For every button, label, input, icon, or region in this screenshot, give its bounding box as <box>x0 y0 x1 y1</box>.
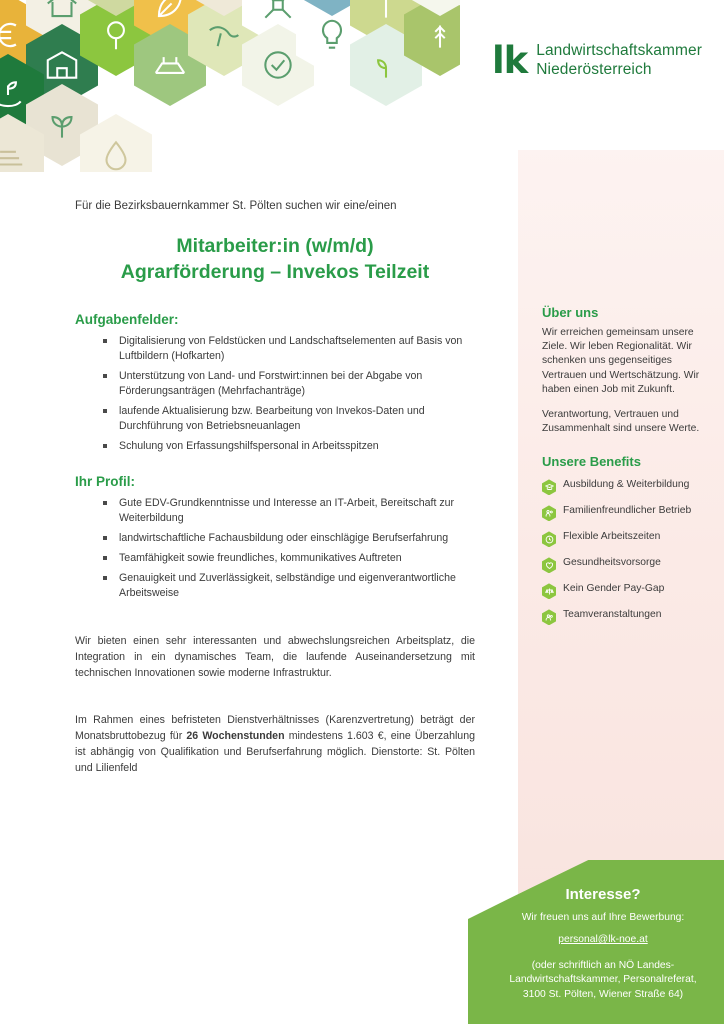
job-title-line-1: Mitarbeiter:in (w/m/d) <box>176 235 374 257</box>
field-icon <box>151 46 189 84</box>
benefit-item <box>542 478 702 495</box>
profile-heading: Ihr Profil: <box>75 474 135 490</box>
list-item: Unterstützung von Land- und Forstwirt:innen bei der Abgabe von Förderungsanträgen (Mehrfachanträge) <box>103 369 475 399</box>
main-content <box>75 200 475 794</box>
page-title <box>75 234 475 286</box>
drone-icon <box>259 0 297 24</box>
benefit-label: Flexible Arbeitszeiten <box>563 531 661 543</box>
list-item: landwirtschaftliche Fachausbildung oder einschlägige Berufserfahrung <box>103 531 475 546</box>
euro-icon <box>0 16 27 54</box>
lk-logo <box>491 39 702 82</box>
benefit-label: Gesundheitsvorsorge <box>563 557 661 569</box>
job-title-line-2: Agrarförderung – Invekos Teilzeit <box>120 260 430 283</box>
benefit-label: Teamveranstaltungen <box>563 609 662 621</box>
salary-text-part-1: Im Rahmen eines befristeten Dienstverhältnisses (Karenzvertretung) beträgt der Monatsbruttobezug für <box>75 713 475 742</box>
hand-plant-icon <box>0 76 27 114</box>
intro-text: Für die Bezirksbauernkammer St. Pölten suchen wir eine/einen <box>75 200 397 212</box>
barn-icon <box>43 46 81 84</box>
clock-icon <box>542 531 556 547</box>
offer-paragraph: Wir bieten einen sehr interessanten und abwechslungsreichen Arbeitsplatz, die Integration in ein dynamisches Team, die laufende Auseinandersetzung mit technischen Innovationen sowie moderne Infrastruktur. <box>75 635 475 680</box>
list-item: Digitalisierung von Feldstücken und Landschaftselementen auf Basis von Luftbildern (Hofkarten) <box>103 334 475 364</box>
hexagon-banner <box>0 0 460 172</box>
tree-icon <box>97 16 135 54</box>
sidebar <box>542 305 702 634</box>
list-item: Genauigkeit und Zuverlässigkeit, selbständige und eigenverantwortliche Arbeitsweise <box>103 571 475 601</box>
benefit-label: Ausbildung & Weiterbildung <box>563 479 690 491</box>
family-icon <box>542 505 556 521</box>
benefit-item <box>542 608 702 625</box>
tasks-list <box>75 334 475 454</box>
sprout-icon <box>367 46 405 84</box>
list-item: laufende Aktualisierung bzw. Bearbeitung von Invekos-Daten und Durchführung von Betriebsneuanlagen <box>103 404 475 434</box>
heart-icon <box>542 557 556 573</box>
footer-heading: Interesse? <box>565 886 641 903</box>
benefit-item <box>542 582 702 599</box>
house-icon <box>43 0 81 24</box>
tasks-heading: Aufgabenfelder: <box>75 311 179 327</box>
bird-icon <box>205 16 243 54</box>
benefits-heading: Unsere Benefits <box>542 454 641 470</box>
profile-list <box>75 496 475 601</box>
email-link[interactable]: personal@lk-noe.at <box>558 934 648 946</box>
graduation-icon <box>542 479 556 495</box>
list-item: Gute EDV-Grundkenntnisse und Interesse an IT-Arbeit, Bereitschaft zur Weiterbildung <box>103 496 475 526</box>
logo-line-2: Niederösterreich <box>536 60 652 78</box>
list-item: Schulung von Erfassungshilfspersonal in Arbeitsspitzen <box>103 439 475 454</box>
benefit-item <box>542 556 702 573</box>
logo-mark: lk <box>491 39 528 82</box>
footer-line-1: Wir freuen uns auf Ihre Bewerbung: <box>521 912 685 923</box>
seedling-icon <box>43 106 81 144</box>
water-icon <box>97 136 135 172</box>
logo-wordmark <box>536 42 702 79</box>
bulb-icon <box>313 16 351 54</box>
field-rows-icon <box>0 136 27 172</box>
salary-hours: 26 Wochenstunden <box>186 729 285 742</box>
benefit-label: Familienfreundlicher Betrieb <box>563 505 692 517</box>
list-item: Teamfähigkeit sowie freundliches, kommunikatives Auftreten <box>103 551 475 566</box>
benefit-item <box>542 504 702 521</box>
leaf-icon <box>151 0 189 24</box>
footer-address: (oder schriftlich an NÖ Landes-Landwirtschaftskammer, Personalreferat, 3100 St. Pölten, Wiener Straße 64) <box>509 960 697 1000</box>
about-heading: Über uns <box>542 305 599 320</box>
footer-contact-block <box>468 860 724 1024</box>
about-paragraph-1: Wir erreichen gemeinsam unsere Ziele. Wir leben Regionalität. Wir schenken uns gegenseitiges Vertrauen und Wertschätzung. Wir haben einen Job mit Zukunft. <box>542 327 700 395</box>
wheat-icon <box>421 16 459 54</box>
benefit-item <box>542 530 702 547</box>
benefit-label: Kein Gender Pay-Gap <box>563 583 665 595</box>
about-paragraph-2: Verantwortung, Vertrauen und Zusammenhalt sind unsere Werte. <box>542 409 700 435</box>
salary-paragraph <box>75 712 475 776</box>
scales-icon <box>542 583 556 599</box>
people-icon <box>542 609 556 625</box>
salary-text-part-2: mindestens 1.603 €, eine Überzahlung ist abhängig von Qualifikation und Berufserfahrung möglich. Dienstorte: St. Pölten und Lilienfeld <box>75 729 475 774</box>
logo-line-1: Landwirtschaftskammer <box>536 42 702 60</box>
check-icon <box>259 46 297 84</box>
grain-icon <box>367 0 405 24</box>
